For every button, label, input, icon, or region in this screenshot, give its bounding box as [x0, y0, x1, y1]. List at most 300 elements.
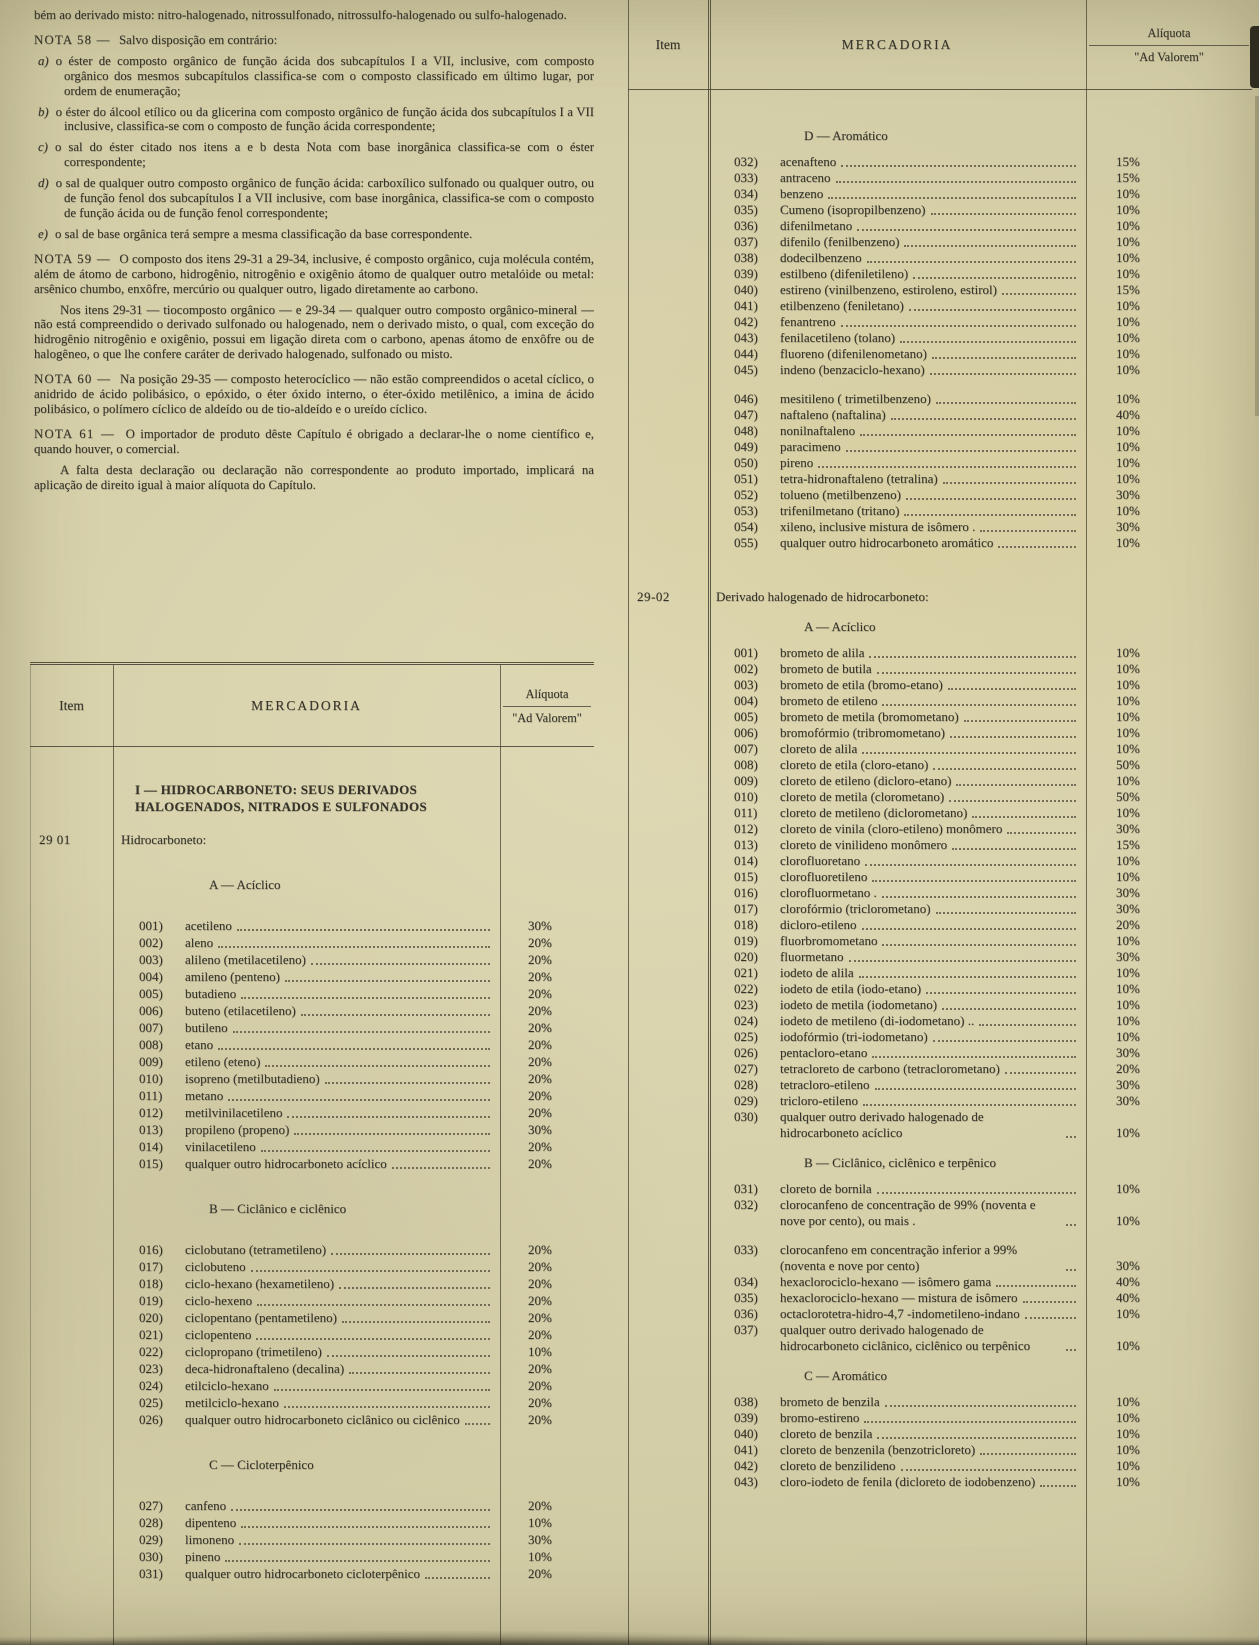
note-paragraph: NOTA 59 — O composto dos itens 29-31 a 29-34, inclusive, é composto orgânico, cuja molécula contém, além de átomo de carbono, hidrogênio, nitrogênio e oxigênio átomo de qualquer outro metalóide ou metal: arsênico chumbo, enxôfre, mercúrio ou qualquer outro, ligado diretamente ao carbono.: [34, 251, 594, 296]
table-row: [628, 1306, 1252, 1322]
item-number: 006): [139, 1003, 163, 1018]
dot-leader: [241, 1526, 490, 1528]
table-row: [628, 645, 1252, 661]
dot-leader: [867, 261, 1076, 263]
dot-leader: [237, 929, 490, 931]
item-name: difenilo (fenilbenzeno): [780, 234, 900, 249]
item-name: fenilacetileno (tolano): [780, 330, 896, 345]
table-row: [30, 1531, 594, 1548]
table-row: [628, 1109, 1252, 1141]
item-rate: 20%: [1116, 917, 1140, 932]
note-label: NOTA 61 —: [34, 426, 122, 441]
item-name: butileno: [185, 1020, 228, 1035]
item-name: trifenilmetano (tritano): [780, 503, 900, 518]
dot-leader: [218, 1048, 490, 1050]
table-row: [628, 949, 1252, 965]
item-number: 029): [734, 1093, 758, 1108]
item-name: fluoreno (difenilenometano): [780, 346, 927, 361]
item-number: 022): [139, 1344, 163, 1359]
item-rate: 10%: [1116, 741, 1140, 756]
item-rate: 10%: [1116, 1474, 1140, 1489]
item-name: bromofórmio (tribromometano): [780, 725, 945, 740]
item-number: 046): [734, 391, 758, 406]
dot-leader: [882, 896, 1076, 898]
table-row: [628, 1181, 1252, 1197]
table-row: [628, 805, 1252, 821]
item-name: brometo de butila: [780, 661, 872, 676]
dot-leader: [872, 1056, 1076, 1058]
item-name: cloreto de bornila: [780, 1181, 872, 1196]
item-number: 033): [734, 170, 758, 185]
item-number: 012): [139, 1105, 163, 1120]
table-row: [30, 1309, 594, 1326]
item-name: cloreto de vinilideno monômero: [780, 837, 948, 852]
item-name: acetileno: [185, 918, 232, 933]
item-number: 019): [734, 933, 758, 948]
item-rate: 10%: [1116, 1213, 1140, 1228]
dot-leader: [425, 1577, 490, 1579]
item-rate: 20%: [528, 1037, 552, 1052]
dot-leader: [1066, 1269, 1076, 1271]
dot-leader: [936, 912, 1076, 914]
dot-leader: [251, 1270, 490, 1272]
item-name: deca-hidronaftaleno (decalina): [185, 1361, 345, 1376]
table-row: [628, 423, 1252, 439]
item-name: clorocanfeno de concentração de 99% (noventa e nove por cento), ou mais .: [780, 1197, 1036, 1228]
item-name: antraceno: [780, 170, 831, 185]
dot-leader: [956, 784, 1076, 786]
group-title: I — HIDROCARBONETO: SEUS DERIVADOS HALOGENADOS, NITRADOS E SULFONADOS: [135, 782, 427, 814]
note-paragraph: c) o sal do éster citado nos itens a e b desta Nota com base inorgânica classifica-se com o éster correspondente;: [38, 140, 594, 170]
dot-leader: [836, 181, 1076, 183]
section-heading: A — Acíclico: [804, 619, 876, 634]
item-rate: 10%: [1116, 1029, 1140, 1044]
table-row: [628, 362, 1252, 378]
item-rate: 20%: [528, 935, 552, 950]
item-name: etilciclo-hexano: [185, 1378, 269, 1393]
item-number: 053): [734, 503, 758, 518]
table-row: [628, 330, 1252, 346]
item-name: cloreto de etila (cloro-etano): [780, 757, 929, 772]
item-number: 005): [734, 709, 758, 724]
item-rate: 10%: [1116, 997, 1140, 1012]
item-number: 036): [734, 218, 758, 233]
dot-leader: [900, 341, 1076, 343]
item-rate: 20%: [528, 1310, 552, 1325]
item-number: 028): [139, 1515, 163, 1530]
item-rate: 10%: [1116, 1426, 1140, 1441]
dot-leader: [849, 960, 1076, 962]
table-row: [628, 1290, 1252, 1306]
table-row: [628, 901, 1252, 917]
table-row: [628, 965, 1252, 981]
section-heading: A — Acíclico: [209, 877, 281, 892]
item-name: qualquer outro hidrocarboneto cicloterpênico: [185, 1566, 420, 1581]
item-number: 043): [734, 330, 758, 345]
dot-leader: [865, 864, 1076, 866]
item-rate: 10%: [1116, 661, 1140, 676]
item-number: 025): [734, 1029, 758, 1044]
dot-leader: [872, 880, 1076, 882]
item-name: xileno, inclusive mistura de isômero .: [780, 519, 976, 534]
item-name: vinilacetileno: [185, 1139, 256, 1154]
dot-leader: [943, 482, 1076, 484]
item-name: hexaclorociclo-hexano — mistura de isômero: [780, 1290, 1018, 1305]
item-rate: 20%: [528, 969, 552, 984]
section-row: [628, 128, 1252, 144]
item-name: cloreto de alila: [780, 741, 858, 756]
table-row: [628, 853, 1252, 869]
item-name: ciclopenteno: [185, 1327, 252, 1342]
item-number: 034): [734, 1274, 758, 1289]
item-name: tolueno (metilbenzeno): [780, 487, 901, 502]
item-name: propileno (propeno): [185, 1122, 290, 1137]
item-number: 003): [734, 677, 758, 692]
dot-leader: [256, 1338, 490, 1340]
title-row: [30, 781, 594, 815]
section-heading: B — Ciclânico e ciclênico: [209, 1201, 347, 1216]
table-row: [628, 1442, 1252, 1458]
note-paragraph: a) o éster de composto orgânico de função ácida dos subcapítulos I a VII, inclusive, com composto orgânico dos mesmos subcapítulos classifica-se com o composto classificado em último lugar, por ordem de enumeração;: [38, 53, 594, 98]
item-number: 047): [734, 407, 758, 422]
table-row: [30, 1497, 594, 1514]
dot-leader: [952, 848, 1076, 850]
item-name: cloreto de metila (clorometano): [780, 789, 945, 804]
col-header-mercadoria: MERCADORIA: [841, 36, 953, 52]
item-name: brometo de benzila: [780, 1394, 880, 1409]
table-row: [628, 773, 1252, 789]
position-title: Hidrocarboneto:: [121, 832, 207, 847]
table-row: [628, 439, 1252, 455]
item-number: 038): [734, 250, 758, 265]
item-number: 020): [734, 949, 758, 964]
item-rate: 30%: [1116, 821, 1140, 836]
dot-leader: [342, 1321, 490, 1323]
item-rate: 10%: [1116, 1181, 1140, 1196]
dot-leader: [875, 1088, 1076, 1090]
item-number: 029): [139, 1532, 163, 1547]
dot-leader: [909, 309, 1076, 311]
dot-leader: [818, 466, 1076, 468]
dot-leader: [859, 976, 1076, 978]
table-row: [628, 407, 1252, 423]
item-name: cloro-iodeto de fenila (dicloreto de iodobenzeno): [780, 1474, 1036, 1489]
item-number: 027): [139, 1498, 163, 1513]
item-number: 012): [734, 821, 758, 836]
item-name: cloreto de etileno (dicloro-etano): [780, 773, 952, 788]
item-rate: 10%: [1116, 965, 1140, 980]
item-rate: 30%: [1116, 1258, 1140, 1273]
table-row: [30, 1343, 594, 1360]
dot-leader: [1040, 1485, 1076, 1487]
item-name: brometo de metila (bromometano): [780, 709, 959, 724]
table-row: [628, 1458, 1252, 1474]
item-number: 039): [734, 266, 758, 281]
item-rate: 15%: [1116, 170, 1140, 185]
item-number: 007): [139, 1020, 163, 1035]
dot-leader: [241, 997, 490, 999]
item-number: 008): [734, 757, 758, 772]
item-rate: 10%: [1116, 391, 1140, 406]
section-heading: C — Cicloterpênico: [209, 1457, 314, 1472]
tariff-table-right: [628, 0, 1252, 1645]
table-row: [628, 346, 1252, 362]
dot-leader: [926, 992, 1076, 994]
note-label: NOTA 60 —: [34, 372, 116, 387]
item-rate: 20%: [528, 952, 552, 967]
item-number: 037): [734, 1322, 758, 1337]
table-header: [30, 665, 594, 747]
table-row: [30, 1258, 594, 1275]
dot-leader: [285, 980, 490, 982]
item-rate: 10%: [1116, 535, 1140, 550]
col-header-item: Item: [655, 36, 681, 52]
table-body: [628, 90, 1252, 1490]
item-name: paracimeno: [780, 439, 841, 454]
item-name: cloreto de benzila: [780, 1426, 873, 1441]
item-number: 022): [734, 981, 758, 996]
dot-leader: [980, 1453, 1076, 1455]
item-rate: 30%: [528, 918, 552, 933]
dot-leader: [882, 704, 1076, 706]
dot-leader: [949, 800, 1076, 802]
item-rate: 10%: [1116, 423, 1140, 438]
table-rule-vertical: [708, 0, 711, 1645]
item-number: 011): [734, 805, 758, 820]
item-name: fluorbromometano: [780, 933, 878, 948]
note-letter: b): [38, 104, 49, 119]
item-name: metilvinilacetileno: [185, 1105, 283, 1120]
table-row: [30, 1360, 594, 1377]
chapter-notes: [34, 8, 594, 658]
table-row: [30, 1070, 594, 1087]
item-number: 016): [139, 1242, 163, 1257]
item-rate: 20%: [528, 986, 552, 1001]
item-number: 045): [734, 362, 758, 377]
item-number: 002): [734, 661, 758, 676]
item-number: 004): [139, 969, 163, 984]
table-row: [628, 693, 1252, 709]
dot-leader: [877, 1192, 1076, 1194]
note-label: NOTA 59 —: [34, 251, 116, 266]
note-paragraph: Nos itens 29-31 — tiocomposto orgânico — e 29-34 — qualquer outro composto orgânico-mineral — não está compreendido o derivado sulfonado ou halogenado, nem o derivado misto, o qual, com exceção do hidrogênio nitrogênio e oxigênio, possui em ligação direta com o carbono, apenas átomo de enxôfre ou de halogêneo, o que lhe confere caráter de derivado halogenado, sulfonado ou misto.: [34, 302, 594, 362]
item-name: estireno (vinilbenzeno, estiroleno, estirol): [780, 282, 997, 297]
table-row: [628, 677, 1252, 693]
dot-leader: [996, 1285, 1076, 1287]
note-paragraph: e) o sal de base orgânica terá sempre a mesma classificação da base correspondente.: [38, 226, 473, 241]
dot-leader: [913, 277, 1076, 279]
item-name: benzeno: [780, 186, 824, 201]
item-name: ciclo-hexano (hexametileno): [185, 1276, 335, 1291]
table-row: [628, 997, 1252, 1013]
item-rate: 10%: [1116, 709, 1140, 724]
item-name: ciclobuteno: [185, 1259, 246, 1274]
dot-leader: [239, 1543, 490, 1545]
item-number: 023): [139, 1361, 163, 1376]
table-row: [628, 234, 1252, 250]
dot-leader: [933, 1040, 1076, 1042]
note-letter: a): [38, 53, 49, 68]
dot-leader: [331, 1253, 490, 1255]
item-name: difenilmetano: [780, 218, 853, 233]
item-number: 002): [139, 935, 163, 950]
section-heading: C — Aromático: [804, 1368, 888, 1383]
item-rate: 30%: [1116, 901, 1140, 916]
dot-leader: [936, 402, 1076, 404]
dot-leader: [877, 1437, 1076, 1439]
dot-leader: [1023, 1301, 1076, 1303]
note-letter: d): [38, 176, 49, 191]
dot-leader: [904, 514, 1076, 516]
table-row: [628, 1197, 1252, 1229]
item-number: 032): [734, 1197, 758, 1212]
row-spacer: [628, 378, 1252, 391]
item-rate: 15%: [1116, 282, 1140, 297]
item-number: 003): [139, 952, 163, 967]
item-number: 023): [734, 997, 758, 1012]
section-row: [628, 1155, 1252, 1171]
item-number: 041): [734, 1442, 758, 1457]
note-paragraph: NOTA 58 — Salvo disposição em contrário:: [34, 32, 278, 47]
table-row: [628, 741, 1252, 757]
table-row: [628, 933, 1252, 949]
item-rate: 10%: [1116, 1125, 1140, 1140]
item-number: 005): [139, 986, 163, 1001]
table-row: [30, 1138, 594, 1155]
table-row: [628, 1061, 1252, 1077]
col-header-aliquota: [500, 665, 594, 746]
table-row: [628, 709, 1252, 725]
item-number: 024): [734, 1013, 758, 1028]
item-rate: 10%: [1116, 218, 1140, 233]
section-row: [628, 1368, 1252, 1384]
dot-leader: [301, 1014, 490, 1016]
item-rate: 20%: [528, 1412, 552, 1427]
item-number: 039): [734, 1410, 758, 1425]
item-name: brometo de alila: [780, 645, 865, 660]
item-name: ciclopentano (pentametileno): [185, 1310, 337, 1325]
item-rate: 20%: [528, 1088, 552, 1103]
table-row: [628, 487, 1252, 503]
table-row: [30, 1155, 594, 1172]
item-name: iodeto de alila: [780, 965, 854, 980]
item-name: bromo-estireno: [780, 1410, 860, 1425]
item-name: qualquer outro derivado halogenado de hidrocarboneto acíclico: [780, 1109, 984, 1140]
dot-leader: [1066, 1349, 1076, 1351]
dot-leader: [869, 656, 1076, 658]
table-body: [30, 747, 594, 1582]
dot-leader: [998, 546, 1076, 548]
dot-leader: [882, 944, 1076, 946]
table-row: [628, 1394, 1252, 1410]
item-number: 054): [734, 519, 758, 534]
dot-leader: [846, 450, 1076, 452]
table-row: [628, 1077, 1252, 1093]
table-row: [628, 218, 1252, 234]
item-rate: 10%: [1116, 503, 1140, 518]
item-number: 030): [734, 1109, 758, 1124]
item-rate: 10%: [528, 1344, 552, 1359]
item-rate: 10%: [1116, 981, 1140, 996]
dot-leader: [1002, 293, 1076, 295]
item-rate: 30%: [1116, 949, 1140, 964]
table-row: [628, 186, 1252, 202]
item-rate: 10%: [1116, 645, 1140, 660]
item-name: limoneno: [185, 1532, 235, 1547]
item-name: alileno (metilacetileno): [185, 952, 306, 967]
item-name: pireno: [780, 455, 814, 470]
item-name: clorofluormetano .: [780, 885, 877, 900]
item-name: iodeto de metila (iodometano): [780, 997, 938, 1012]
item-number: 021): [734, 965, 758, 980]
dot-leader: [1025, 1317, 1076, 1319]
item-rate: 10%: [1116, 234, 1140, 249]
item-name: cloreto de metileno (diclorometano): [780, 805, 968, 820]
dot-leader: [862, 928, 1076, 930]
item-name: tetra-hidronaftaleno (tetralina): [780, 471, 938, 486]
position-row: [30, 831, 594, 848]
table-row: [30, 985, 594, 1002]
item-name: ciclobutano (tetrametileno): [185, 1242, 327, 1257]
dot-leader: [841, 165, 1076, 167]
dot-leader: [931, 213, 1077, 215]
item-name: hexaclorociclo-hexano — isômero gama: [780, 1274, 992, 1289]
item-rate: 20%: [528, 1327, 552, 1342]
table-row: [30, 1002, 594, 1019]
item-rate: 10%: [1116, 693, 1140, 708]
dot-leader: [948, 688, 1076, 690]
item-rate: 40%: [1116, 1290, 1140, 1305]
item-name: canfeno: [185, 1498, 227, 1513]
section-heading: B — Ciclânico, ciclênico e terpênico: [804, 1155, 997, 1170]
table-row: [628, 725, 1252, 741]
item-rate: 30%: [528, 1122, 552, 1137]
item-name: clorofórmio (triclorometano): [780, 901, 931, 916]
item-number: 017): [139, 1259, 163, 1274]
item-name: qualquer outro derivado halogenado de hidrocarboneto ciclânico, ciclênico ou terpênico: [780, 1322, 1031, 1353]
item-number: 013): [139, 1122, 163, 1137]
table-row: [628, 821, 1252, 837]
dot-leader: [964, 720, 1076, 722]
dot-leader: [218, 946, 490, 948]
item-rate: 20%: [528, 1003, 552, 1018]
dot-leader: [1066, 1136, 1076, 1138]
item-number: 011): [139, 1088, 163, 1103]
table-row: [30, 1326, 594, 1343]
item-rate: 10%: [528, 1549, 552, 1564]
item-rate: 15%: [1116, 837, 1140, 852]
item-rate: 20%: [528, 1293, 552, 1308]
item-number: 008): [139, 1037, 163, 1052]
item-rate: 20%: [528, 1156, 552, 1171]
dot-leader: [465, 1423, 490, 1425]
item-rate: 10%: [1116, 471, 1140, 486]
item-rate: 10%: [1116, 1394, 1140, 1409]
dot-leader: [828, 197, 1076, 199]
item-rate: 10%: [1116, 298, 1140, 313]
item-name: tetracloreto de carbono (tetraclorometano): [780, 1061, 1000, 1076]
dot-leader: [857, 229, 1076, 231]
table-row: [628, 885, 1252, 901]
table-row: [628, 1426, 1252, 1442]
item-rate: 10%: [1116, 186, 1140, 201]
table-row: [628, 535, 1252, 551]
item-rate: 20%: [528, 1105, 552, 1120]
item-number: 017): [734, 901, 758, 916]
table-row: [30, 1411, 594, 1428]
item-rate: 30%: [1116, 487, 1140, 502]
item-name: etano: [185, 1037, 214, 1052]
